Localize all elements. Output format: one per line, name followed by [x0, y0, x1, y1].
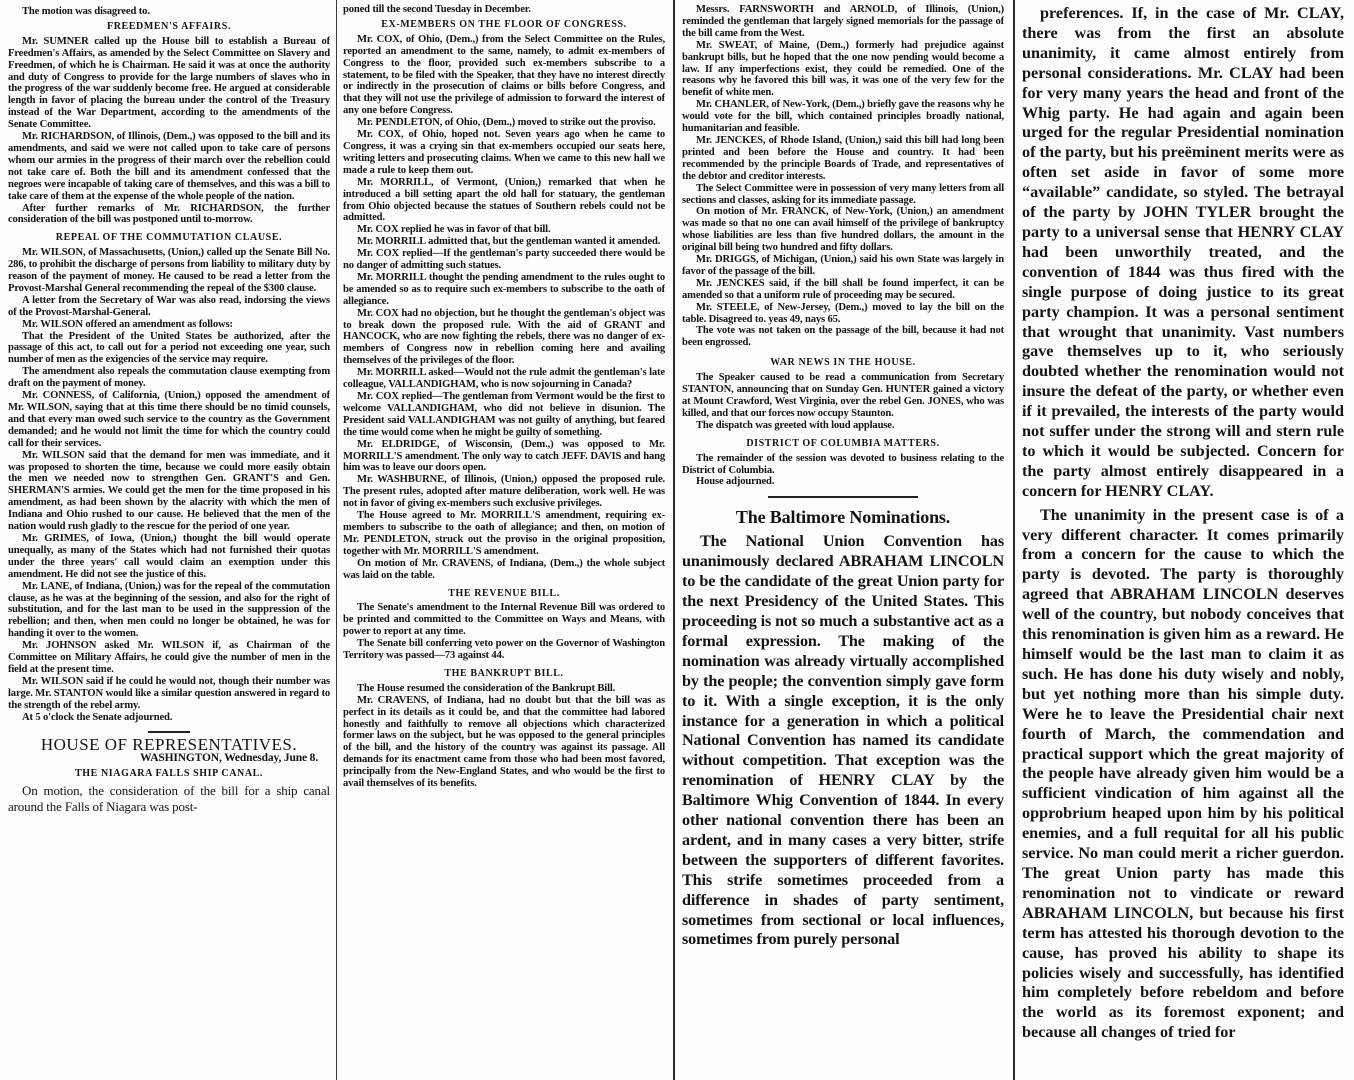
- paragraph: Mr. STEELE, of New-Jersey, (Dem.,) moved to lay the bill on the table. Disagreed to. yeas 49, nays 65.: [682, 301, 1004, 325]
- paragraph: Mr. CHANLER, of New-York, (Dem.,) briefly gave the reasons why he would vote for the bill, which contained principles broadly national, humanitarian and feasible.: [682, 99, 1004, 135]
- paragraph: Mr. GRIMES, of Iowa, (Union,) thought the bill would operate unequally, as many of the States which had not furnished their quotas under the three years' call would claim an exemption under this amendment. He did not see the justice of this.: [8, 532, 330, 580]
- paragraph: Mr. SWEAT, of Maine, (Dem.,) formerly had prejudice against bankrupt bills, but he hoped that the one now pending would become a law. If any imperfections exist, they could be remedied. One of the reasons why he favored this bill was, it was one of the very few for the benefit of white men.: [682, 39, 1004, 99]
- section-heading-bankrupt: THE BANKRUPT BILL.: [444, 667, 564, 679]
- column-rule: [336, 0, 337, 1080]
- editorial-paragraph: The unanimity in the present case is of a very different character. It comes primarily from a concern for the cause to which the party is devoted. The party is thoroughly agreed that ABRAHAM LINCOLN deserves well of the country, but nobody conceives that this renomination is given him as a reward. He himself would be the last man to claim it as such. He has done his duty wisely and nobly, but yet nothing more than his simple duty. Were he to leave the Presidential chair next fourth of March, the commendation and practical support which the great majority of the people have already given him would be a sufficient vindication of him against all the opprobrium heaped upon him by his political enemies, and a full requital for all his public service. No man could merit a richer guerdon. The great Union party has made this renomination not to vindicate or reward ABRAHAM LINCOLN, but because his first term has attested his thorough devotion to the cause, has proved his ability to shape its policies wisely and successfully, has identified him completely before rebeldom and before the world as its foremost exponent; and because all changes of tried for: [1022, 505, 1344, 1042]
- section-heading-war-news: WAR NEWS IN THE HOUSE.: [770, 357, 916, 369]
- paragraph: Mr. MORRILL thought the pending amendment to the rules ought to be amended so as to require such ex-members to subscribe to the oath of allegiance.: [343, 271, 665, 307]
- paragraph: The dispatch was greeted with loud applause.: [696, 419, 895, 431]
- paragraph: Mr. JENCKES said, if the bill shall be found imperfect, it can be amended so that a uniform rule of proceeding may be secured.: [682, 277, 1004, 301]
- column-2: [343, 0, 665, 1080]
- paragraph: Mr. COX replied he was in favor of that bill.: [357, 224, 551, 236]
- paragraph: Mr. LANE, of Indiana, (Union,) was for the repeal of the commutation clause, as he was at the beginning of the session, and also for the right of substitution, and for the last man to be used in the suppression of the rebellion; and then, when men could no longer be obtained, he was for handing it over to the women.: [8, 580, 330, 640]
- paragraph: A letter from the Secretary of War was also read, indorsing the views of the Provost-Marshal-General.: [8, 294, 330, 318]
- paragraph: Mr. COX replied—If the gentleman's party succeeded there would be no danger of admitting such statues.: [343, 248, 665, 272]
- paragraph: The amendment also repeals the commutation clause exempting from draft on the payment of money.: [8, 366, 330, 390]
- paragraph: Mr. WILSON offered an amendment as follows:: [22, 318, 233, 330]
- paragraph: Mr. DRIGGS, of Michigan, (Union,) said his own State was largely in favor of the passage of the bill.: [682, 254, 1004, 277]
- house-heading: HOUSE OF REPRESENTATIVES.: [40, 735, 298, 755]
- editorial-title: The Baltimore Nominations.: [735, 507, 951, 528]
- paragraph: Mr. MORRILL asked—Would not the rule admit the gentleman's late colleague, VALLANDIGHAM, who is now sojourning in Canada?: [343, 367, 665, 391]
- paragraph: On motion, the consideration of the bill for a ship canal around the Falls of Niagara was post-: [8, 783, 330, 815]
- paragraph: Mr. PENDLETON, of Ohio, (Dem.,) moved to strike out the proviso.: [357, 117, 656, 129]
- paragraph: Mr. WILSON, of Massachusetts, (Union,) called up the Senate Bill No. 286, to prohibit the discharge of persons from liability to military duty by reason of the payment of money. He caused to be read a letter from the Provost-Marshal General recommending the repeal of the $300 clause.: [8, 247, 330, 294]
- paragraph: Mr. RICHARDSON, of Illinois, (Dem.,) was opposed to the bill and its amendments, and said we were not called upon to take care of persons whom our armies in the progress of their march over the rebellion could not take care of. Both the bill and its amendment confessed that the negroes were incapable of taking care of themselves, and this was a bill to take care of them at the expense of the whole people of the nation.: [8, 131, 330, 202]
- paragraph: On motion of Mr. FRANCK, of New-York, (Union,) an amendment was made so that no one can avail himself of the privilege of bankruptcy whose liabilities are less than five hundred dollars, the amount in the original bill being two hundred and fifty dollars.: [682, 206, 1004, 254]
- paragraph: The Senate bill conferring veto power on the Governor of Washington Territory was passed—73 against 44.: [343, 638, 665, 662]
- paragraph: The House resumed the consideration of the Bankrupt Bill.: [357, 682, 616, 694]
- paragraph: The Senate's amendment to the Internal Revenue Bill was ordered to be printed and committed to the Committee on Ways and Means, with power to report at any time.: [343, 602, 665, 638]
- editorial-paragraph: The National Union Convention has unanimously declared ABRAHAM LINCOLN to be the candidate of the great Union party for the next Presidency of the United States. This proceeding is not so much a substantive act as a formal expression. The making of the nomination was already virtually accomplished by the people; the convention simply gave form to it. With a single exception, it is the only instance for a generation in which a political National Convention has named its candidate without competition. That exception was the renomination of HENRY CLAY by the Baltimore Whig Convention of 1844. In every other national convention there has been an ardent, and in many cases a very bitter, strife between the supporters of different favorites. This strife sometimes proceeded from a difference in shades of party sentiment, sometimes from sectional or local influences, sometimes from purely personal: [682, 532, 1004, 949]
- column-rule: [673, 0, 675, 1080]
- paragraph: Mr. COX, of Ohio, (Dem.,) from the Select Committee on the Rules, reported an amendment to the same, namely, to admit ex-members of Congress to the floor, provided such ex-members subscribe to a statement, to be filed with the Speaker, that they have no interest directly or indirectly in the prosecution of claims or bills before Congress, and that they will not use the privilege of admission to forward the interest of any one before Congress.: [343, 33, 665, 117]
- paragraph: Messrs. FARNSWORTH and ARNOLD, of Illinois, (Union,) reminded the gentleman that largely signed memorials for the passage of the bill came from the West.: [682, 4, 1004, 39]
- paragraph: That the President of the United States be authorized, after the passage of this act, to call out for a period not exceeding one year, such number of men as the exigencies of the service may require.: [8, 330, 330, 366]
- paragraph: Mr. JENCKES, of Rhode Island, (Union,) said this bill had long been printed and been before the House and country. It had been recommended by the principle Boards of Trade, and representatives of the debtor and creditor interests.: [682, 134, 1004, 182]
- paragraph: After further remarks of Mr. RICHARDSON, the further consideration of the bill was postponed until to-morrow.: [8, 202, 330, 226]
- section-heading-freedmen: FREEDMEN'S AFFAIRS.: [106, 20, 231, 32]
- dateline: WASHINGTON, Wednesday, June 8.: [140, 752, 318, 765]
- paragraph: The Select Committee were in possession of very many letters from all sections and classes, asking for its immediate passage.: [682, 182, 1004, 206]
- paragraph: House adjourned.: [696, 476, 775, 488]
- section-heading-ex-members: EX-MEMBERS ON THE FLOOR OF CONGRESS.: [381, 18, 627, 30]
- paragraph: Mr. CONNESS, of California, (Union,) opposed the amendment of Mr. WILSON, saying that at this time there should be no timid counsels, and that every man owed such service to the country as the Government demanded; and he would not limit the time for which the country could call for their services.: [8, 390, 330, 449]
- paragraph: Mr. JOHNSON asked Mr. WILSON if, as Chairman of the Committee on Military Affairs, he could give the number of men in the field at the present time.: [8, 640, 330, 675]
- paragraph: Mr. WILSON said that the demand for men was immediate, and it was proposed to shorten the time, because we could more easily obtain the men we needed now to strengthen Gen. GRANT'S and Gen. SHERMAN'S armies. We could get the men for the time proposed in his amendment, as had been shown by the alacrity with which the men of Indiana and Ohio rushed to our cause. He believed that the men of the nation would rush gladly to the rescue for the period of one year.: [8, 449, 330, 533]
- column-rule: [1013, 0, 1015, 1080]
- paragraph: Mr. SUMNER called up the House bill to establish a Bureau of Freedmen's Affairs, as amended by the Select Committee on Slavery and Freedmen, of which he is Chairman. He said it was at once the authority and duty of Congress to provide for the large numbers of slaves who in the progress of the war suddenly become free. He argued at considerable length in favor of placing the bureau under the control of the Treasury instead of the War Department, according to the amendments of the Senate Committee.: [8, 35, 330, 131]
- section-heading-niagara: THE NIAGARA FALLS SHIP CANAL.: [74, 768, 264, 780]
- paragraph: At 5 o'clock the Senate adjourned.: [22, 711, 173, 723]
- column-4: [1022, 0, 1344, 1080]
- paragraph: The Speaker caused to be read a communication from Secretary STANTON, announcing that on Sunday Gen. HUNTER gained a victory at Mount Crawford, West Virginia, over the rebel Gen. JONES, who was killed, and that our forces now occupy Staunton.: [682, 372, 1004, 419]
- paragraph: Mr. COX replied—The gentleman from Vermont would be the first to welcome VALLANDIGHAM, who did not believe in disunion. The President said VALLANDIGHAM was not guilty of anything, but feared the time would come when he might be guilty of something.: [343, 391, 665, 438]
- paragraph: Mr. COX, of Ohio, hoped not. Seven years ago when he came to Congress, it was a crying sin that ex-members occupied our seats here, writing letters and prosecuting claims. When we came to this new hall we made a rule to keep them out.: [343, 129, 665, 176]
- divider: [148, 731, 190, 733]
- section-heading-district: DISTRICT OF COLUMBIA MATTERS.: [746, 437, 940, 449]
- continuation-line: poned till the second Tuesday in December.: [343, 4, 531, 15]
- paragraph: The remainder of the session was devoted to business relating to the District of Columbia.: [682, 452, 1004, 476]
- paragraph: Mr. COX had no objection, but he thought the gentleman's object was to break down the proposed rule. With the aid of GRANT and HANCOCK, who are now fighting the rebels, there was no danger of ex-members of Congress now in rebellion coming here and availing themselves of the privileges of the floor.: [343, 307, 665, 367]
- paragraph: The House agreed to Mr. MORRILL'S amendment, requiring ex-members to subscribe to the oath of allegiance; and then, on motion of Mr. PENDLETON, struck out the proviso in the original proposition, together with Mr. MORRILL'S amendment.: [343, 510, 665, 557]
- paragraph: Mr. MORRILL admitted that, but the gentleman wanted it amended.: [357, 236, 661, 248]
- section-heading-revenue: THE REVENUE BILL.: [448, 587, 560, 599]
- paragraph: The vote was not taken on the passage of the bill, because it had not been engrossed.: [682, 325, 1004, 349]
- opening-line: The motion was disagreed to.: [22, 6, 150, 17]
- paragraph: Mr. ELDRIDGE, of Wisconsin, (Dem.,) was opposed to Mr. MORRILL'S amendment. The only way to catch JEFF. DAVIS and hang him was to leave our doors open.: [343, 438, 665, 474]
- editorial-paragraph: preferences. If, in the case of Mr. CLAY, there was from the first an absolute unanimity, it came almost entirely from personal considerations. Mr. CLAY had been for very many years the head and front of the Whig party. He had again and again been urged for the regular Presidential nomination of the party, but his preëminent merits were as often set aside in favor of some more “available” candidate, so styled. The betrayal of the party by JOHN TYLER brought the party to a universal sense that HENRY CLAY had been unworthily treated, and the convention of 1844 was thus fired with the single purpose of doing justice to its great party champion. It was a personal sentiment that wrought that unanimity. Vast numbers gave themselves up to it, who seriously doubted whether the renomination would not insure the defeat of the party, or whether even if it prevailed, the interests of the party would not suffer under the strong will and stern rule to which it would be subjected. Concern for the party almost entirely disappeared in a concern for HENRY CLAY.: [1022, 4, 1344, 500]
- column-3: [682, 0, 1004, 1080]
- paragraph: Mr. WASHBURNE, of Illinois, (Union,) opposed the proposed rule. The present rules, adopted after mature deliberation, work well. He was not in favor of giving ex-members such exclusive privileges.: [343, 474, 665, 510]
- paragraph: Mr. CRAVENS, of Indiana, had no doubt but that the bill was as perfect in its details as it could be, and that the committee had labored honestly and faithfully to remove all objections which characterized former laws on the subject, but he was opposed to the general principles of the bill, and the history of the country was against its passage. All demands for its enactment came from those who had been most favored, principally from the New-England States, and who would be the first to avail themselves of its benefits.: [343, 694, 665, 790]
- column-1: [8, 0, 330, 1080]
- paragraph: On motion of Mr. CRAVENS, of Indiana, (Dem.,) the whole subject was laid on the table.: [343, 557, 665, 581]
- divider: [768, 496, 918, 498]
- paragraph: Mr. MORRILL, of Vermont, (Union,) remarked that when he introduced a bill setting apart the old hall for statuary, the gentleman from Ohio objected because the statues of Southern rebels could not be admitted.: [343, 176, 665, 224]
- section-heading-commutation: REPEAL OF THE COMMUTATION CLAUSE.: [55, 232, 283, 244]
- paragraph: Mr. WILSON said if he could he would not, though their number was large. Mr. STANTON would like a similar question answered in regard to the strength of the rebel army.: [8, 675, 330, 711]
